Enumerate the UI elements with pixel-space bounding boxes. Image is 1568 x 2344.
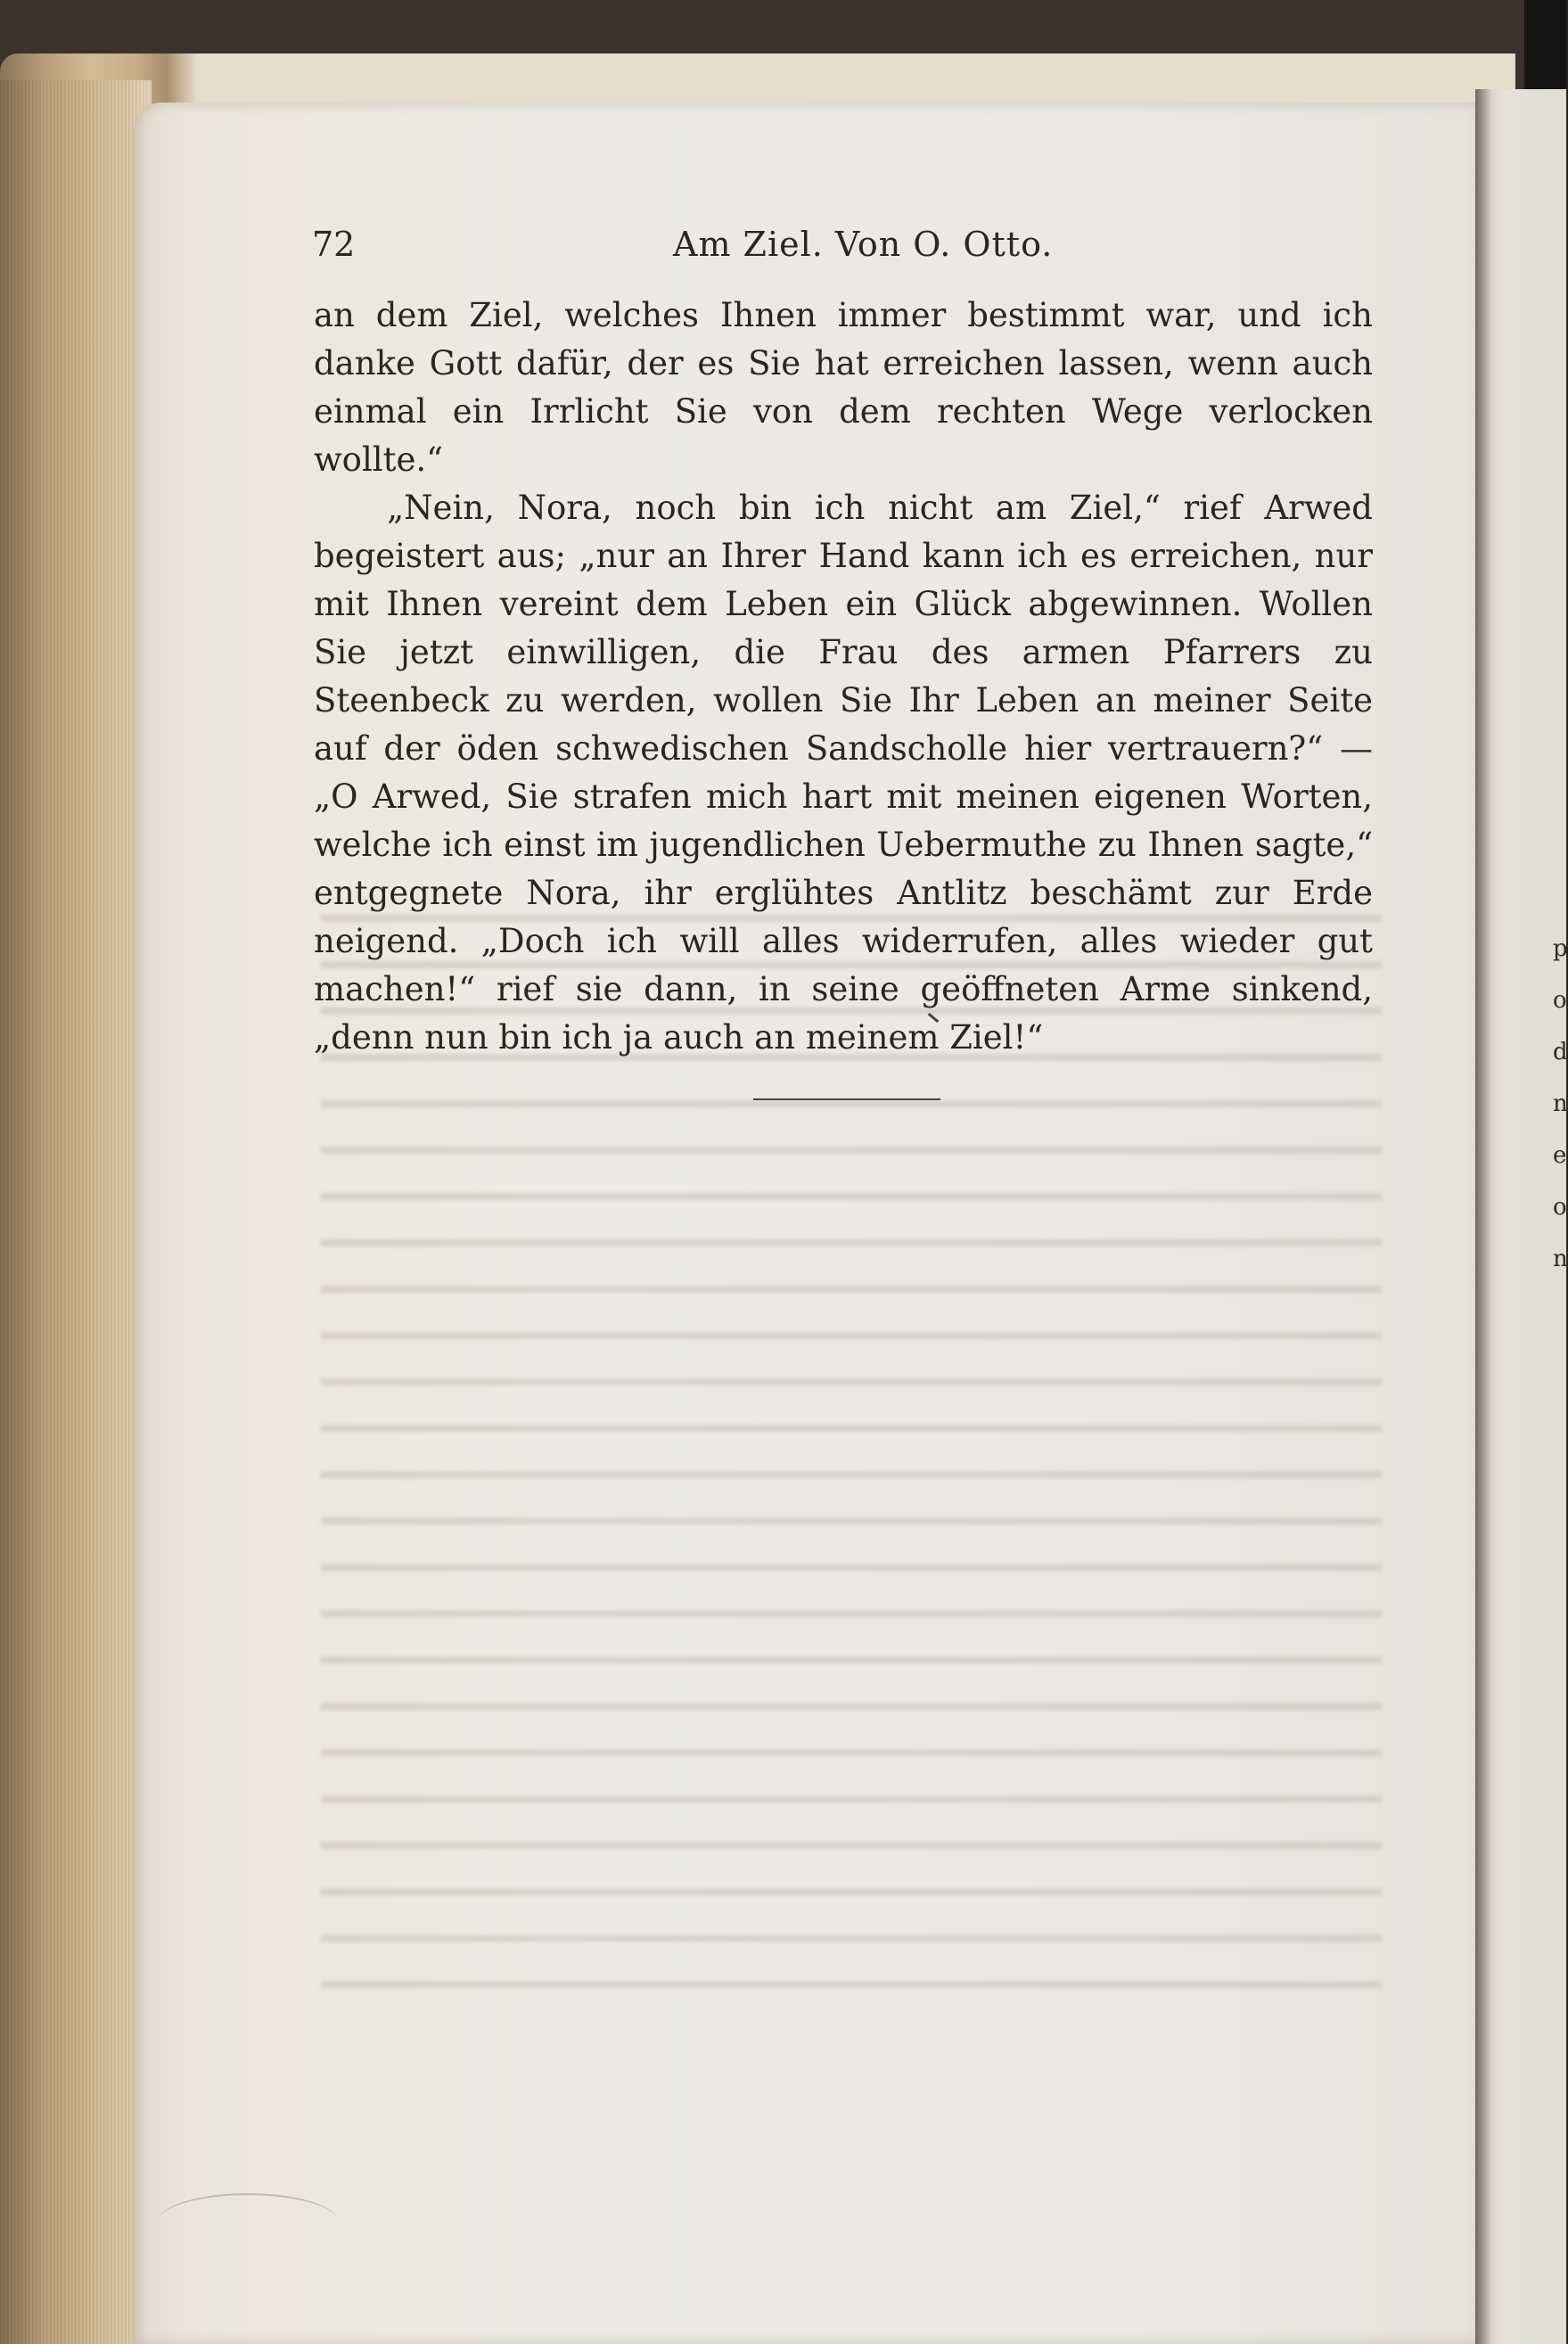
adjacent-letter: p <box>1553 935 1568 962</box>
adjacent-letter: e <box>1553 1142 1567 1169</box>
adjacent-letter: n <box>1553 1246 1568 1272</box>
adjacent-letter: d <box>1553 1039 1568 1065</box>
paragraph: an dem Ziel, welches Ihnen immer bestimmt war, und ich danke Gott dafür, der es Sie hat erreichen lassen, wenn auch einmal ein Irrlicht Sie von dem rechten Wege verlocken wollte.“ <box>314 296 1373 479</box>
paragraph: „Nein, Nora, noch bin ich nicht am Ziel,“ rief Arwed begeistert aus; „nur an Ihrer Hand kann ich es erreichen, nur mit Ihnen vereint dem Leben ein Glück abgewinnen. Wollen Sie jetzt einwilligen, die Frau des armen Pfarrers zu Steenbeck zu werden, wollen Sie Ihr Leben an meiner Seite auf der öden schwedischen Sandscholle hier vertrauern?“ — „O Arwed, Sie strafen mich hart mit meinen eigenen Worten, welche ich einst im jugendlichen Uebermuthe zu Ihnen sagte,“ entgegnete Nora, ihr erglühtes Antlitz beschämt zur Erde neigend. „Doch ich will alles widerrufen, alles wieder gut machen!“ rief sie dann, in seine geöffneten Arme sinkend, „denn nun bin ich ja auch an meinem Ziel!“ <box>314 489 1373 1057</box>
adjacent-page-letters <box>1553 923 1566 1285</box>
body-text <box>314 292 1373 1062</box>
end-rule <box>753 1098 940 1100</box>
page-edges <box>0 80 152 2344</box>
adjacent-letter: o <box>1553 987 1567 1014</box>
page-number: 72 <box>312 225 356 264</box>
running-title: Am Ziel. Von O. Otto. <box>673 225 1054 264</box>
background-dark <box>1524 0 1566 98</box>
paper-stain <box>159 2193 337 2249</box>
adjacent-letter: n <box>1553 1090 1568 1117</box>
adjacent-letter: o <box>1553 1194 1567 1221</box>
